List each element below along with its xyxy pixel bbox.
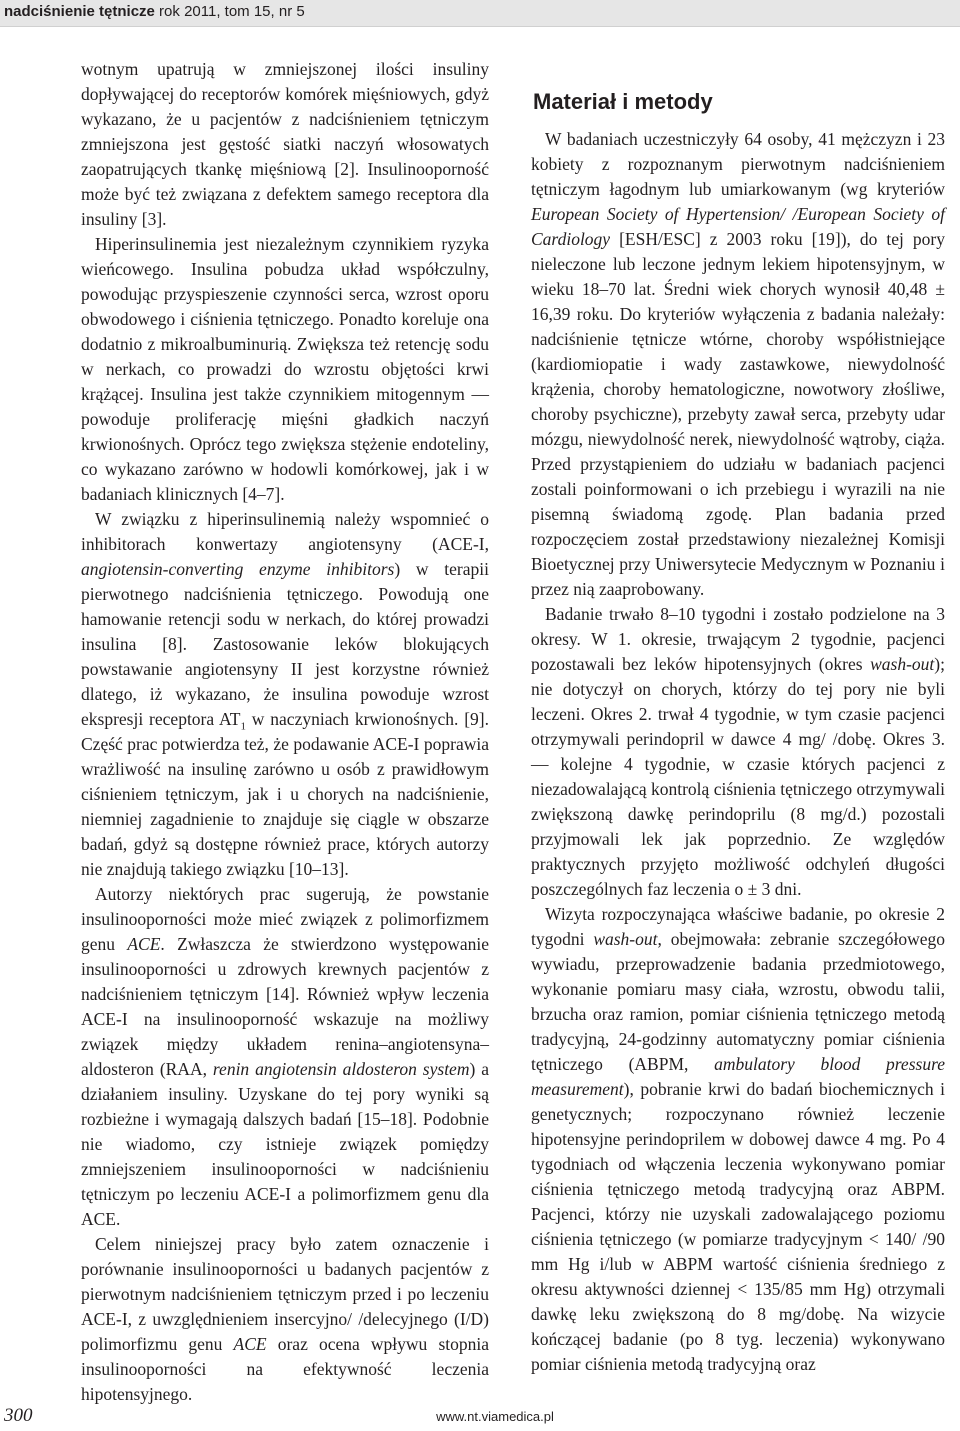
paragraph-text: . Zwłaszcza że stwierdzono występowanie insulinooporności u zdrowych krewnych pacjentów z nadciśnieniem tętniczym [14]. Również wpływ leczenia ACE-I na insulinooporność wskazuje na możliwy związek między układem renina–angiotensyna–aldosteron (RAA,	[81, 934, 489, 1079]
paragraph-text: ); nie dotyczył on chorych, którzy do tej pory nie byli leczeni. Okres 2. trwał 4 tygodnie, w tym czasie pacjenci otrzymywali perindopril w dawce 4 mg/ /dobę. Okres 3. — kolejne 4 tygodnie, w czasie których pacjenci z niezadowalającą kontrolą ciśnienia tętniczego otrzymywali zwiększoną dawkę perindoprilu (8 mg/d.) pozostali przyjmowali lek jak poprzednio. Ze względów praktycznych przyjęto możliwość odchyleń długości poszczególnych faz leczenia o ± 3 dni.	[531, 654, 945, 899]
italic-term: ACE	[127, 934, 161, 954]
paragraph	[81, 882, 489, 1232]
right-column	[531, 127, 945, 1377]
paragraph-text: ), pobranie krwi do badań biochemicznych i genetycznych; rozpoczynano również leczenie hipotensyjne perindoprilem w dobowej dawce 4 mg. Po 4 tygodniach od włączenia leczenia wykonywano pomiar ciśnienia tętniczego metodą tradycyjną oraz ABPM. Pacjenci, którzy nie uzyskali zadowalającego poziomu ciśnienia tętniczego (w pomiarze tradycyjnym < 140/ /90 mm Hg i/lub w ABPM wartość ciśnienia średniego z okresu aktywności dziennej < 135/85 mm Hg) otrzymali dawkę leku zwiększoną do 8 mg/dobę. Na wizycie kończącej badanie (po 8 tyg. leczenia) wykonywano pomiar ciśnienia metodą tradycyjną oraz	[531, 1079, 945, 1374]
italic-term: wash-out	[593, 929, 658, 949]
paragraph	[531, 602, 945, 902]
paragraph-text: Celem niniejszej pracy było zatem oznaczenie i porównanie insulinooporności u badanych pacjentów z pierwotnym nadciśnieniem tętniczym przed i po leczeniu ACE-I, z uwzględnieniem insercyjno/ /delecyjnego (I/D) polimorfizmu genu	[81, 1234, 489, 1354]
italic-term: ACE	[233, 1334, 267, 1354]
journal-name: nadciśnienie tętnicze	[4, 3, 155, 20]
running-header	[4, 2, 305, 22]
paragraph	[531, 902, 945, 1377]
subscript: 1	[240, 720, 246, 733]
paragraph-text: Hiperinsulinemia jest niezależnym czynnikiem ryzyka wieńcowego. Insulina pobudza układ współczulny, powodując przyspieszenie czynności serca, wzrost oporu obwodowego i ciśnienia tętniczego. Ponadto koreluje ona dodatnio z mikroalbuminurią. Zwiększa też retencję sodu w nerkach, co prowadzi do wzrostu objętości krwi krążącej. Insulina jest także czynnikiem mitogennym — powoduje proliferację mięśni gładkich naczyń krwionośnych. Oprócz tego zwiększa stężenie endoteliny, co wykazano zarówno w hodowli komórkowej, jak i w badaniach klinicznych [4–7].	[81, 234, 489, 504]
italic-term: renin angiotensin aldosteron system	[212, 1059, 470, 1079]
paragraph-text: , obejmowała: zebranie szczegółowego wywiadu, przeprowadzenie badania przedmiotowego, wykonanie pomiaru masy ciała, wzrostu, obwodu talii, brzucha oraz ramion, pomiar ciśnienia tętniczego metodą tradycyjną, 24-godzinny automatyczny pomiar ciśnienia tętniczego (ABPM,	[531, 929, 945, 1074]
paragraph-text: Autorzy niektórych prac sugerują, że powstanie insulinooporności może mieć związek z polimorfizmem genu	[81, 884, 489, 954]
paragraph	[531, 127, 945, 602]
section-heading: Materiał i metody	[533, 89, 713, 114]
page-number: 300	[4, 1405, 33, 1426]
paragraph-text: wotnym upatrują w zmniejszonej ilości insuliny dopływającej do receptorów komórek mięśniowych, gdyż wykazano, że u pacjentów z nadciśnieniem tętniczym zmniejszona jest gęstość siatki naczyń włosowatych zaopatrujących tkankę mięśniową [2]. Insulinooporność może być też związana z defektem samego receptora dla insuliny [3].	[81, 59, 489, 229]
paragraph-text: W badaniach uczestniczyły 64 osoby, 41 mężczyzn i 23 kobiety z rozpoznanym pierwotnym nadciśnieniem tętniczym łagodnym lub umiarkowanym (wg kryteriów	[531, 129, 945, 199]
footer-url: www.nt.viamedica.pl	[436, 1409, 554, 1424]
italic-term: angiotensin-converting enzyme inhibitors	[81, 559, 395, 579]
paragraph-text: ) a działaniem insuliny. Uzyskane do tej pory wyniki są rozbieżne i wymagają dalszych badań [15–18]. Podobnie nie wiadomo, czy istnieje związek pomiędzy zmniejszeniem insulinooporności w nadciśnieniu tętniczym po leczeniu ACE-I a polimorfizmem genu dla ACE.	[81, 1059, 489, 1229]
paragraph-text: Badanie trwało 8–10 tygodni i zostało podzielone na 3 okresy. W 1. okresie, trwającym 2 tygodnie, pacjenci pozostawali bez leków hipotensyjnych (okres	[531, 604, 945, 674]
paragraph	[81, 507, 489, 882]
paragraph-text: w naczyniach krwionośnych. [9]. Część prac potwierdza też, że podawanie ACE-I poprawia wrażliwość na insulinę zarówno u osób z prawidłowym ciśnieniem tętniczym, jak i u chorych na nadciśnienie, niemniej zagadnienie to znajduje się ciągle w obszarze badań, gdyż są dostępne również prace, których autorzy nie znajdują takiego związku [10–13].	[81, 709, 490, 879]
journal-issue: rok 2011, tom 15, nr 5	[154, 3, 305, 20]
paragraph	[81, 57, 489, 232]
paragraph	[81, 1232, 489, 1407]
italic-term: ambulatory blood pressure measurement	[531, 1054, 945, 1099]
italic-term: wash-out	[870, 654, 935, 674]
left-column	[81, 57, 489, 1407]
running-header-bar	[0, 0, 960, 27]
italic-term: European Society of Hypertension/ /European Society of Cardiology	[531, 204, 945, 249]
paragraph-text: [ESH/ESC] z 2003 roku [19]), do tej pory nieleczone lub leczone jednym lekiem hipotensyjnym, w wieku 18–70 lat. Średni wiek chorych wynosił 40,48 ± 16,39 roku. Do kryteriów wyłączenia z badania należały: nadciśnienie tętnicze wtórne, choroby współistniejące (kardiomiopatie i wady zastawkowe, niewydolność krążenia, choroby hematologiczne, nowotwory złośliwe, choroby psychiczne), przebyty zawał serca, przebyty udar mózgu, niewydolność nerek, niewydolność wątroby, ciąża. Przed przystąpieniem do udziału w badaniach pacjenci zostali poinformowani o ich przebiegu i wyrazili na nie pisemną świadomą zgodę. Plan badania przed rozpoczęciem został przedstawiony niezależnej Komisji Bioetycznej przy Uniwersytecie Medycznym w Poznaniu i przez nią zaaprobowany.	[531, 229, 945, 599]
paragraph-text: W związku z hiperinsulinemią należy wspomnieć o inhibitorach konwertazy angiotensyny (ACE-I,	[81, 509, 489, 554]
paragraph-text: oraz ocena wpływu stopnia insulinooporności na efektywność leczenia hipotensyjnego.	[81, 1334, 489, 1404]
paragraph-text: ) w terapii pierwotnego nadciśnienia tętniczego. Powodują one hamowanie retencji sodu w nerkach, do której prowadzi insulina [8]. Zastosowanie leków blokujących powstawanie angiotensyny II jest korzystne również dlatego, iż wykazano, że insulina powoduje wzrost ekspresji receptora AT	[81, 559, 489, 729]
paragraph-text: Wizyta rozpoczynająca właściwe badanie, po okresie 2 tygodni	[531, 904, 945, 949]
paragraph	[81, 232, 489, 507]
